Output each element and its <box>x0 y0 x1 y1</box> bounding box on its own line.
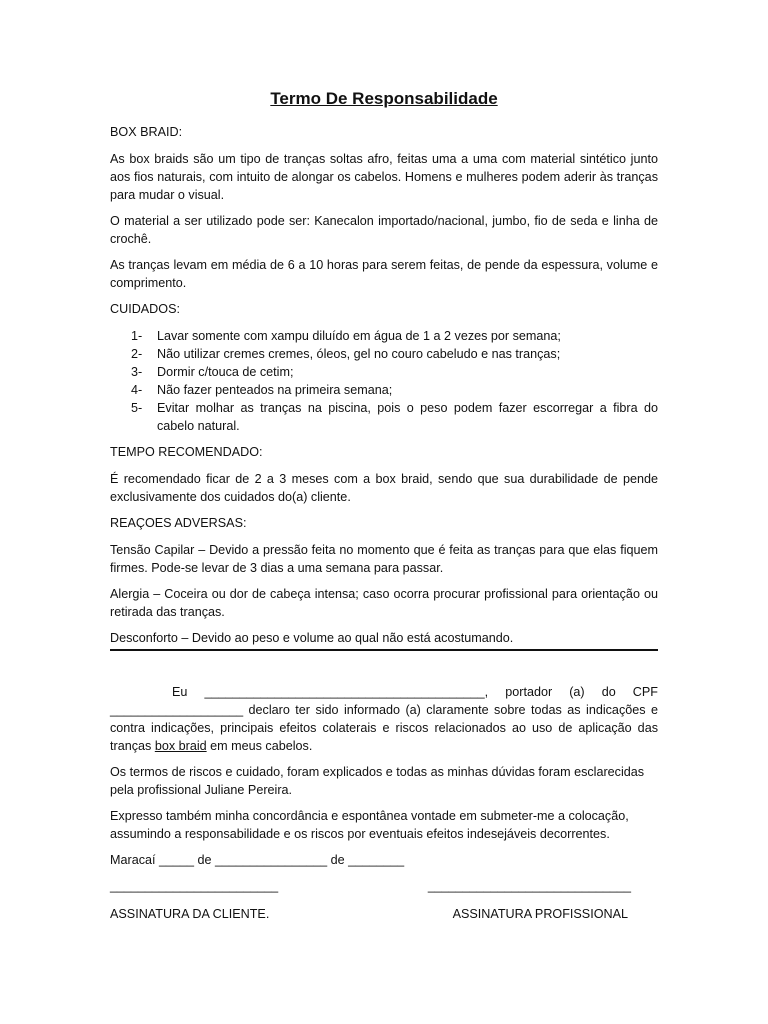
list-item <box>131 381 658 399</box>
material-paragraph: O material a ser utilizado pode ser: Kanecalon importado/nacional, jumbo, fio de seda e linha de crochê. <box>110 214 658 246</box>
list-item-number: 2- <box>131 347 143 361</box>
reactions-heading: REAÇOES ADVERSAS: <box>110 516 247 530</box>
signature-label-professional: ASSINATURA PROFISSIONAL <box>452 907 628 921</box>
list-item-number: 1- <box>131 329 143 343</box>
list-item-number: 5- <box>131 401 143 415</box>
declaration-end: em meus cabelos. <box>206 739 313 753</box>
list-item-number: 4- <box>131 383 143 397</box>
list-item-text: Lavar somente com xampu diluído em água de 1 a 2 vezes por semana; <box>157 329 561 343</box>
signature-lines <box>110 877 658 895</box>
list-item <box>131 327 658 345</box>
signature-line-professional: _____________________________ <box>427 879 631 893</box>
list-item-text: Dormir c/touca de cetim; <box>157 365 294 379</box>
intro-paragraph: As box braids são um tipo de tranças soltas afro, feitas uma a uma com material sintético junto aos fios naturais, com intuito de alongar os cabelos. Homens e mulheres podem aderir às tranças para mudar o visual. <box>110 152 658 202</box>
list-item-text: Não utilizar cremes cremes, óleos, gel no couro cabeludo e nas tranças; <box>157 347 561 361</box>
document-title: Termo De Responsabilidade <box>270 89 498 108</box>
list-item-number: 3- <box>131 365 143 379</box>
declaration-box-braid: box braid <box>154 739 207 753</box>
list-item-text: Evitar molhar as tranças na piscina, pois o peso podem fazer escorregar a fibra do cabelo natural. <box>157 401 658 433</box>
signature-label-client: ASSINATURA DA CLIENTE. <box>110 907 270 921</box>
reaction-allergy: Alergia – Coceira ou dor de cabeça intensa; caso ocorra procurar profissional para orientação ou retirada das tranças. <box>110 587 658 619</box>
duration-paragraph: As tranças levam em média de 6 a 10 horas para serem feitas, de pende da espessura, volume e comprimento. <box>110 258 658 290</box>
list-item <box>131 345 658 363</box>
declaration-paragraph <box>110 683 658 755</box>
signature-labels <box>110 905 658 923</box>
section-spacer <box>110 651 658 683</box>
care-list <box>110 327 658 435</box>
declaration-start: Eu ________________________________________, portador (a) do CPF ___________________ declaro ter sido informado (a) claramente sobre todas as indicações e contra indicações, principais efeitos colaterais e riscos relacionados ao uso de aplicação das tranças <box>110 685 658 753</box>
box-braid-heading: BOX BRAID: <box>110 125 183 139</box>
risks-explained-paragraph: Os termos de riscos e cuidado, foram explicados e todas as minhas dúvidas foram esclarecidas pela profissional Juliane Pereira. <box>110 765 645 797</box>
list-item-text: Não fazer penteados na primeira semana; <box>157 383 393 397</box>
care-heading: CUIDADOS: <box>110 302 180 316</box>
time-paragraph: É recomendado ficar de 2 a 3 meses com a box braid, sendo que sua durabilidade de pende exclusivamente dos cuidados do(a) cliente. <box>110 472 658 504</box>
consent-paragraph: Expresso também minha concordância e espontânea vontade em submeter-me a colocação, assumindo a responsabilidade e os riscos por eventuais efeitos indesejáveis decorrentes. <box>110 809 629 841</box>
date-line: Maracaí _____ de ________________ de ________ <box>110 853 405 867</box>
list-item <box>131 363 658 381</box>
time-heading: TEMPO RECOMENDADO: <box>110 445 263 459</box>
reaction-discomfort: Desconforto – Devido ao peso e volume ao qual não está acostumando. <box>110 629 658 651</box>
list-item <box>131 399 658 435</box>
reaction-tension: Tensão Capilar – Devido a pressão feita no momento que é feita as tranças para que elas fiquem firmes. Pode-se levar de 3 dias a uma semana para passar. <box>110 543 658 575</box>
signature-line-client: ________________________ <box>110 879 279 893</box>
